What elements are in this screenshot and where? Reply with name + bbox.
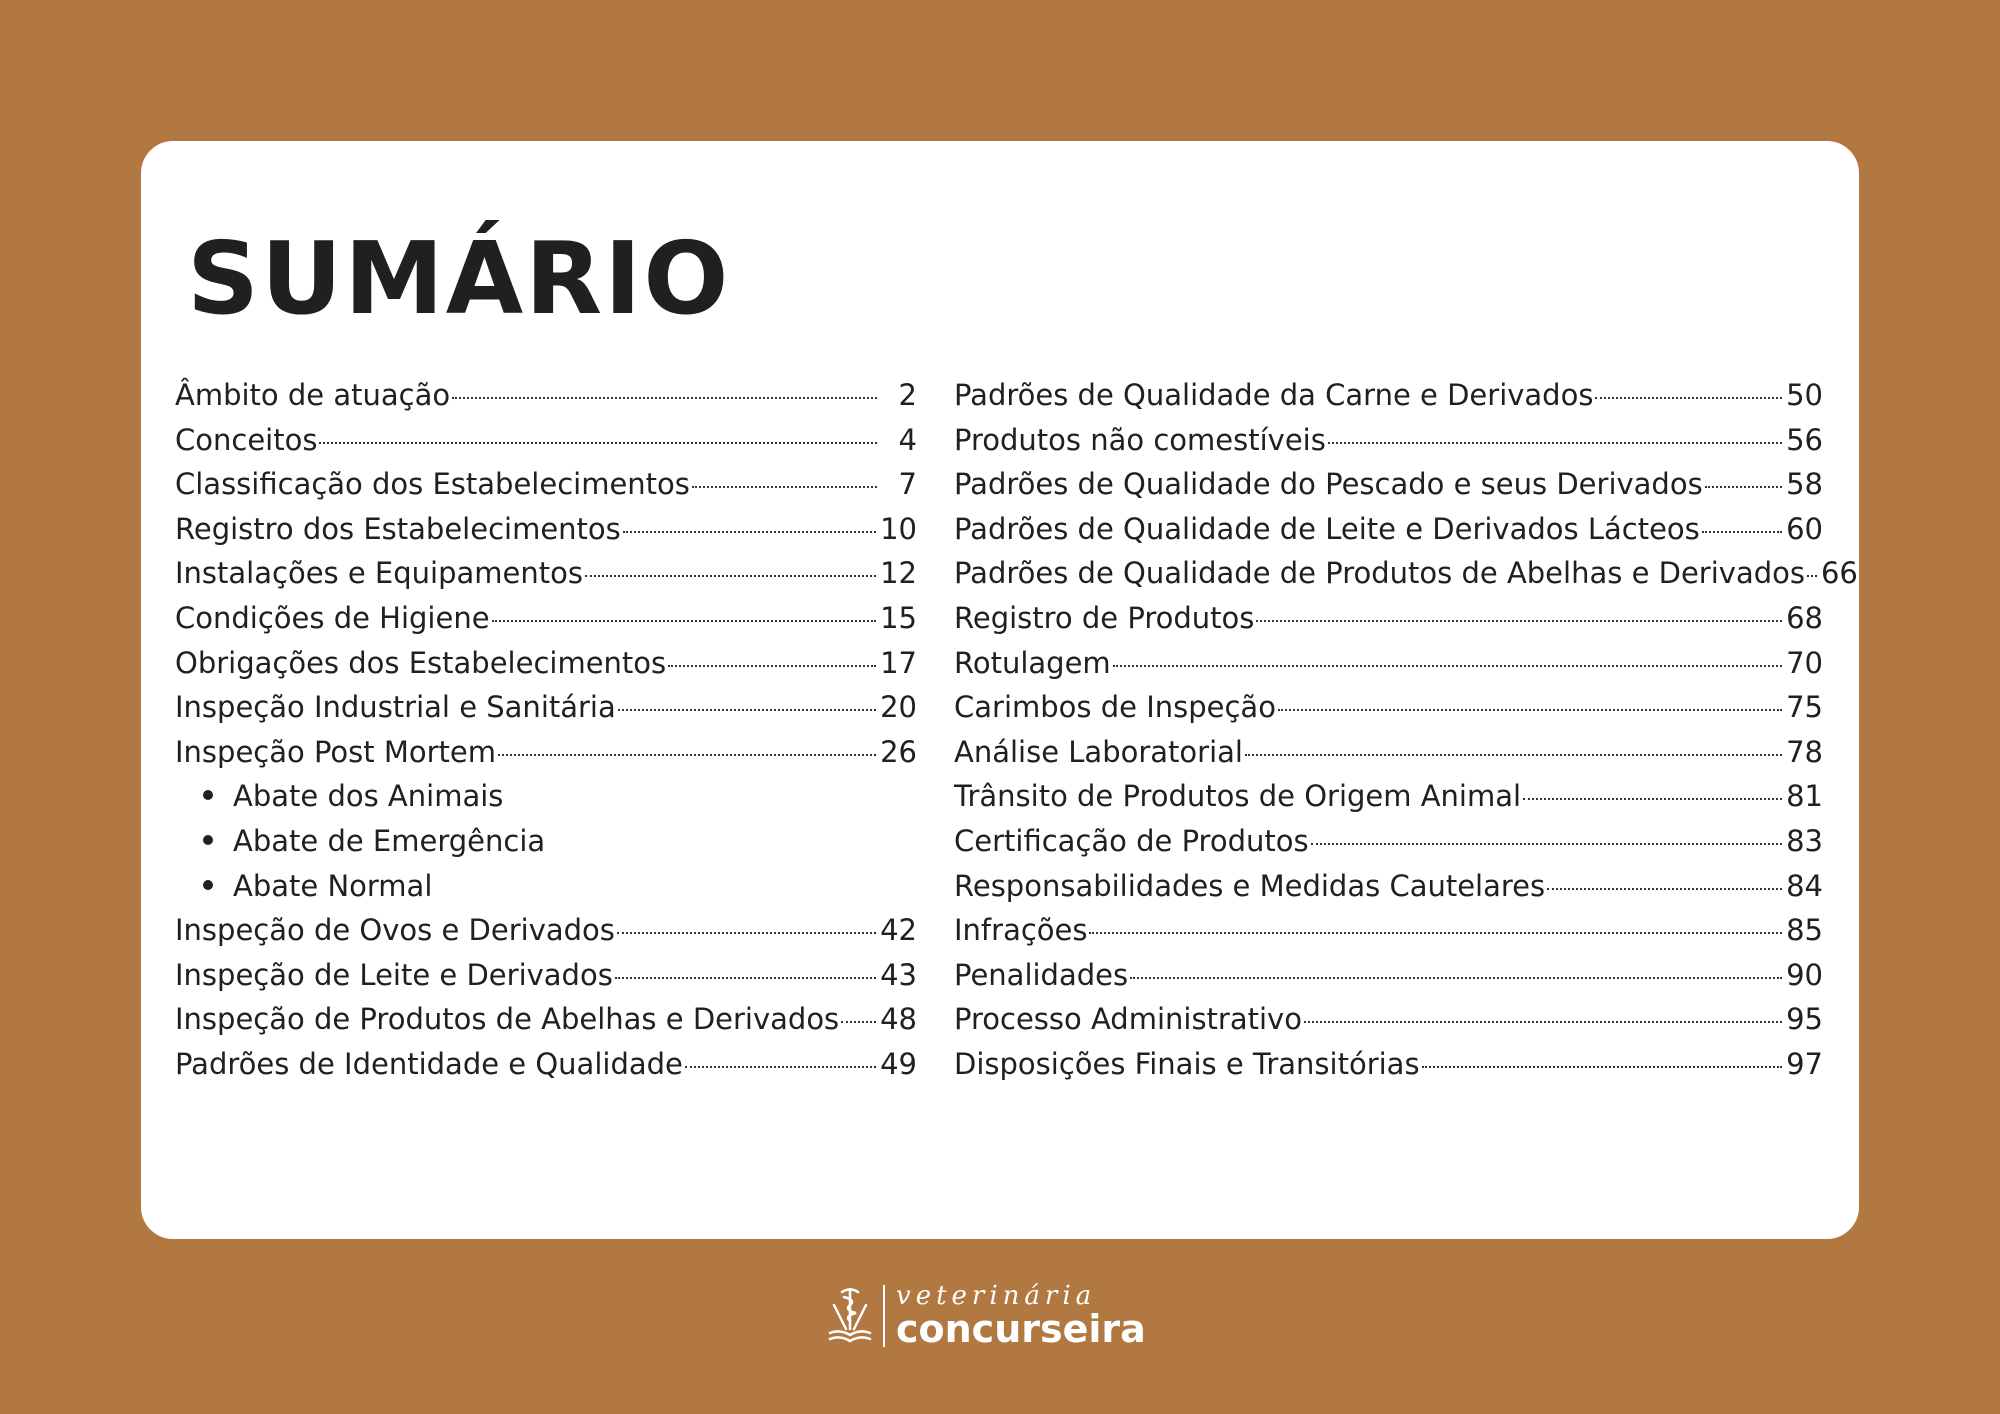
- dot-leader: [1328, 442, 1782, 444]
- toc-entry-label: Inspeção Post Mortem: [175, 734, 497, 769]
- dot-leader: [615, 977, 876, 979]
- dot-leader: [1256, 620, 1782, 622]
- toc-entry-page: 95: [1786, 1002, 1823, 1037]
- toc-entry[interactable]: [175, 556, 917, 601]
- dot-leader: [1311, 843, 1783, 845]
- dot-leader: [1304, 1021, 1782, 1023]
- toc-subitem[interactable]: [175, 869, 917, 914]
- toc-entry[interactable]: [954, 1047, 1823, 1092]
- toc-entry-page: 17: [880, 645, 917, 680]
- toc-entry-page: 83: [1786, 823, 1823, 858]
- toc-entry[interactable]: [175, 601, 917, 646]
- toc-entry-label: Padrões de Qualidade de Produtos de Abelhas e Derivados: [954, 556, 1805, 591]
- dot-leader: [452, 397, 877, 399]
- toc-subitem-label: Abate dos Animais: [233, 779, 504, 814]
- dot-leader: [319, 442, 877, 444]
- toc-entry-page: 66: [1820, 556, 1858, 591]
- toc-entry[interactable]: [954, 913, 1823, 958]
- toc-entry[interactable]: [954, 646, 1823, 691]
- toc-entry-label: Registro de Produtos: [954, 600, 1255, 635]
- dot-leader: [841, 1021, 876, 1023]
- toc-entry-page: 2: [898, 378, 917, 412]
- toc-entry[interactable]: [175, 1002, 917, 1047]
- brand-divider: [883, 1285, 885, 1347]
- dot-leader: [692, 486, 877, 488]
- toc-entry-page: 84: [1786, 868, 1823, 903]
- toc-entry-label: Classificação dos Estabelecimentos: [175, 467, 690, 502]
- toc-entry[interactable]: [175, 646, 917, 691]
- toc-entry-page: 97: [1786, 1046, 1823, 1081]
- toc-entry-label: Infrações: [954, 913, 1088, 948]
- toc-entry[interactable]: [954, 601, 1823, 646]
- toc-entry-page: 90: [1786, 957, 1823, 992]
- toc-entry-label: Instalações e Equipamentos: [175, 556, 583, 591]
- toc-entry[interactable]: [175, 690, 917, 735]
- page-title: SUMÁRIO: [187, 220, 731, 337]
- toc-subitem[interactable]: [175, 824, 917, 869]
- toc-entry[interactable]: [954, 958, 1823, 1003]
- toc-entry[interactable]: [175, 913, 917, 958]
- dot-leader: [668, 665, 876, 667]
- dot-leader: [623, 531, 876, 533]
- toc-entry-page: 10: [880, 511, 917, 546]
- toc-entry-label: Processo Administrativo: [954, 1002, 1302, 1037]
- toc-entry-label: Registro dos Estabelecimentos: [175, 511, 621, 546]
- brand-logo: [826, 1283, 1186, 1353]
- toc-entry-label: Padrões de Qualidade de Leite e Derivados Lácteos: [954, 511, 1700, 546]
- toc-entry-label: Padrões de Identidade e Qualidade: [175, 1046, 683, 1081]
- toc-entry-label: Disposições Finais e Transitórias: [954, 1046, 1420, 1081]
- toc-entry[interactable]: [954, 467, 1823, 512]
- toc-entry[interactable]: [175, 467, 917, 512]
- toc-entry[interactable]: [175, 512, 917, 557]
- toc-entry[interactable]: [954, 779, 1823, 824]
- toc-entry-page: 12: [880, 556, 917, 591]
- toc-entry-label: Padrões de Qualidade do Pescado e seus Derivados: [954, 467, 1703, 502]
- toc-entry-label: Carimbos de Inspeção: [954, 690, 1276, 725]
- toc-entry-page: 7: [898, 467, 917, 502]
- dot-leader: [1278, 709, 1782, 711]
- dot-leader: [585, 575, 876, 577]
- toc-entry-label: Responsabilidades e Medidas Cautelares: [954, 868, 1546, 903]
- toc-entry-page: 56: [1786, 422, 1823, 457]
- dot-leader: [1113, 665, 1782, 667]
- toc-entry-page: 42: [880, 913, 917, 948]
- toc-entry-page: 75: [1786, 690, 1823, 725]
- dot-leader: [1595, 397, 1782, 399]
- toc-entry-label: Conceitos: [175, 422, 318, 457]
- toc-entry-page: 68: [1786, 600, 1823, 635]
- toc-entry-label: Produtos não comestíveis: [954, 422, 1326, 457]
- toc-entry-label: Inspeção de Ovos e Derivados: [175, 913, 615, 948]
- toc-entry[interactable]: [954, 423, 1823, 468]
- bullet-icon: [203, 790, 213, 800]
- dot-leader: [1523, 798, 1782, 800]
- toc-entry-page: 49: [880, 1046, 917, 1081]
- toc-right-column: [954, 378, 1858, 1092]
- toc-entry-page: 60: [1786, 511, 1823, 546]
- caduceus-book-icon: [826, 1283, 874, 1349]
- dot-leader: [498, 754, 876, 756]
- dot-leader: [1130, 977, 1782, 979]
- dot-leader: [1547, 888, 1782, 890]
- toc-entry-label: Inspeção Industrial e Sanitária: [175, 690, 616, 725]
- bullet-icon: [203, 835, 213, 845]
- dot-leader: [1705, 486, 1782, 488]
- toc-entry-page: 4: [898, 422, 917, 457]
- toc-entry-page: 70: [1786, 645, 1823, 680]
- toc-entry-page: 48: [880, 1002, 917, 1037]
- toc-entry[interactable]: [954, 556, 1858, 601]
- dot-leader: [1422, 1066, 1783, 1068]
- summary-card: [141, 141, 1859, 1239]
- toc-entry-page: 15: [880, 600, 917, 635]
- toc-entry[interactable]: [175, 378, 917, 423]
- toc-entry-label: Condições de Higiene: [175, 600, 490, 635]
- toc-entry[interactable]: [954, 824, 1823, 869]
- toc-entry[interactable]: [954, 735, 1823, 780]
- toc-entry-label: Trânsito de Produtos de Origem Animal: [954, 779, 1522, 814]
- dot-leader: [1089, 932, 1782, 934]
- dot-leader: [685, 1066, 876, 1068]
- toc-entry-page: 50: [1786, 378, 1823, 412]
- toc-left-column: [175, 378, 917, 1092]
- dot-leader: [1245, 754, 1782, 756]
- toc-subitem[interactable]: [175, 779, 917, 824]
- toc-entry-page: 43: [880, 957, 917, 992]
- toc-entry-page: 85: [1786, 913, 1823, 948]
- toc-entry[interactable]: [175, 958, 917, 1003]
- dot-leader: [618, 709, 876, 711]
- toc-entry-label: Penalidades: [954, 957, 1129, 992]
- toc-entry[interactable]: [175, 1047, 917, 1092]
- toc-subitem-label: Abate Normal: [233, 868, 433, 903]
- dot-leader: [617, 932, 876, 934]
- bullet-icon: [203, 880, 213, 890]
- toc-entry[interactable]: [175, 735, 917, 780]
- dot-leader: [1702, 531, 1782, 533]
- dot-leader: [492, 620, 877, 622]
- toc-entry[interactable]: [954, 1002, 1823, 1047]
- toc-entry-page: 78: [1786, 734, 1823, 769]
- toc-entry-page: 26: [880, 734, 917, 769]
- toc-entry-label: Inspeção de Leite e Derivados: [175, 957, 613, 992]
- brand-name-top: veterinária: [896, 1281, 1097, 1311]
- toc-entry[interactable]: [954, 690, 1823, 735]
- toc-entry-page: 58: [1786, 467, 1823, 502]
- brand-name-bottom: concurseira: [896, 1307, 1146, 1351]
- toc-entry-label: Inspeção de Produtos de Abelhas e Derivados: [175, 1002, 840, 1037]
- toc-entry-label: Obrigações dos Estabelecimentos: [175, 645, 667, 680]
- toc-entry-page: 81: [1786, 779, 1823, 814]
- toc-entry-label: Âmbito de atuação: [175, 378, 451, 412]
- toc-entry-label: Análise Laboratorial: [954, 734, 1243, 769]
- toc-entry-label: Rotulagem: [954, 645, 1111, 680]
- toc-entry[interactable]: [954, 869, 1823, 914]
- toc-entry-label: Certificação de Produtos: [954, 823, 1309, 858]
- toc-entry[interactable]: [175, 423, 917, 468]
- toc-entry-page: 20: [880, 690, 917, 725]
- toc-entry[interactable]: [954, 512, 1823, 557]
- toc-entry[interactable]: [954, 378, 1823, 423]
- toc-entry-label: Padrões de Qualidade da Carne e Derivados: [954, 378, 1594, 412]
- toc-subitem-label: Abate de Emergência: [233, 823, 546, 858]
- dot-leader: [1807, 575, 1817, 577]
